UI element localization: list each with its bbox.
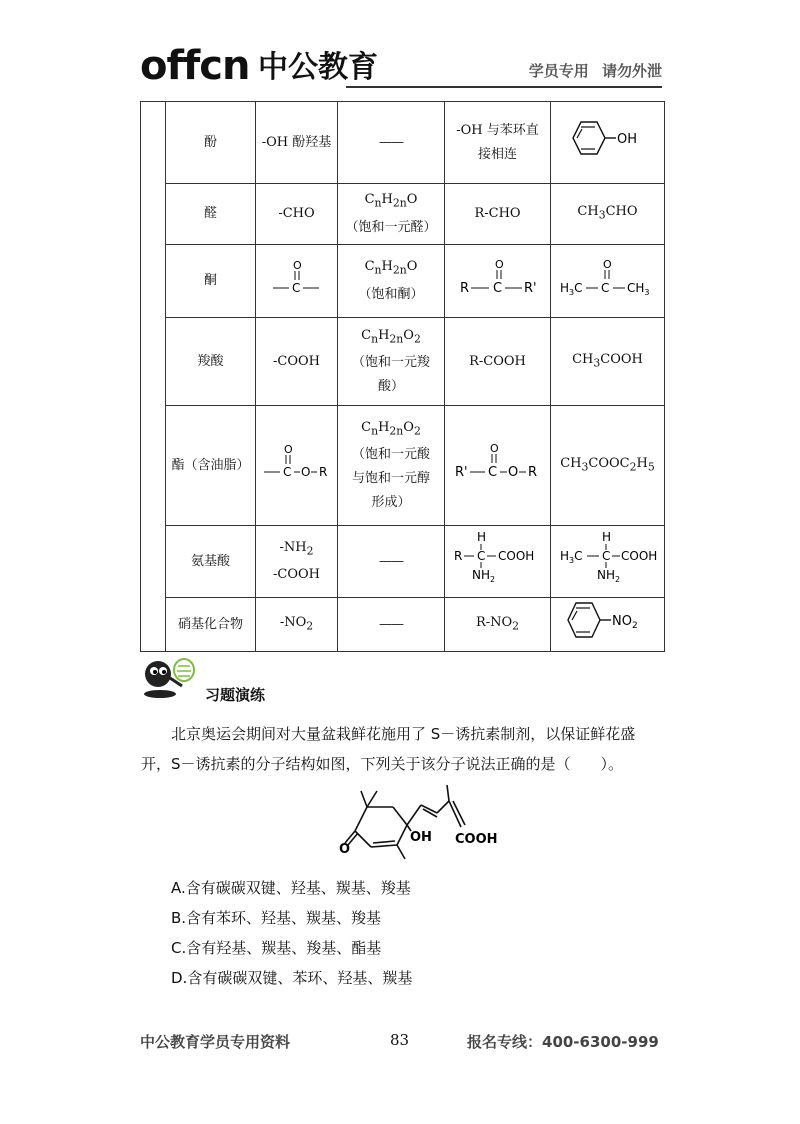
cell-formula: [338, 245, 445, 318]
cell-example: [551, 526, 665, 598]
option-d[interactable]: D.含有碳碳双键、苯环、羟基、羰基: [171, 969, 413, 987]
cell-name: 酮: [166, 245, 256, 318]
group-formula: $-NO_2$: [279, 614, 314, 633]
page-header: [140, 40, 662, 92]
glycine-like-structure: [558, 529, 658, 585]
svg-text:R: R: [318, 465, 327, 479]
svg-text:C: C: [282, 465, 291, 479]
svg-text:O: O: [283, 443, 293, 456]
cell-name: 硝基化合物: [166, 598, 256, 652]
svg-text:O: O: [489, 442, 499, 455]
phenol-oh-label: OH: [616, 132, 637, 147]
cell-formula: [338, 184, 445, 245]
svg-text:C: C: [492, 280, 502, 296]
molecule-oh-label: OH: [410, 830, 432, 845]
cell-feature-text: -OH 与苯环直接相连: [456, 122, 539, 162]
option-c[interactable]: C.含有羟基、羰基、羧基、酯基: [171, 939, 382, 957]
formula-note: （饱和一元酸与饱和一元醇形成）: [351, 447, 430, 511]
cell-name: 氨基酸: [166, 526, 256, 598]
cell-group: -CHO: [256, 184, 338, 245]
table-row: [141, 598, 665, 652]
ester-general-structure: [453, 440, 543, 482]
example-formula: $CH_3COOC_2H_5$: [560, 455, 655, 474]
svg-text:COOH: COOH: [497, 549, 534, 563]
group-line: $-NH_2$: [279, 539, 314, 558]
option-b[interactable]: B.含有苯环、羟基、羰基、羧基: [171, 909, 382, 927]
cell-group: -OH 酚羟基: [256, 102, 338, 184]
functional-group-table: [140, 101, 665, 652]
cell-group: -COOH: [256, 318, 338, 406]
cell-formula: ——: [338, 598, 445, 652]
cell-example: [551, 102, 665, 184]
svg-text:O: O: [602, 257, 612, 271]
cell-feature: R-CHO: [445, 184, 551, 245]
table-row: [141, 406, 665, 526]
phenol-structure: [558, 113, 658, 163]
formula-note: （饱和酮）: [358, 286, 424, 302]
svg-text:H: H: [601, 530, 611, 544]
page-number: 83: [390, 1031, 410, 1049]
cell-feature: [445, 526, 551, 598]
logo-cn: 中公教育: [258, 50, 378, 85]
cell-group: [256, 406, 338, 526]
cell-formula: ——: [338, 526, 445, 598]
ketone-general-structure: [456, 256, 540, 298]
nitrobenzene-structure: [556, 598, 660, 642]
feature-formula: $R-NO_2$: [475, 614, 520, 633]
general-formula: $C_nH_{2n}O_2$: [361, 419, 421, 438]
option-a[interactable]: A.含有碳碳双键、羟基、羰基、羧基: [171, 879, 411, 897]
cell-example: [551, 245, 665, 318]
molecule-cooh-label: COOH: [455, 832, 498, 847]
svg-text:COOH: COOH: [620, 549, 657, 563]
cell-formula: ——: [338, 102, 445, 184]
svg-text:C: C: [487, 465, 497, 480]
general-formula: $C_nH_{2n}O_2$: [361, 327, 421, 346]
cell-feature: [445, 245, 551, 318]
cell-feature: [445, 102, 551, 184]
answer-options: [171, 873, 412, 993]
svg-text:R: R: [527, 465, 537, 480]
general-formula: $C_nH_{2n}O$: [364, 192, 418, 210]
svg-text:C: C: [291, 280, 300, 295]
cell-example: [551, 406, 665, 526]
cell-example: [551, 184, 665, 245]
svg-text:NO2: $NO_2$: [611, 614, 638, 631]
header-rule: [346, 86, 662, 88]
svg-text:C: C: [476, 549, 485, 563]
group-line: -COOH: [273, 567, 320, 583]
svg-text:O: O: [292, 258, 302, 272]
ester-group-structure: [262, 441, 332, 481]
cell-feature: [445, 406, 551, 526]
svg-text:O: O: [494, 257, 504, 271]
header-tag: 学员专用 请勿外泄: [528, 62, 662, 80]
s-abscisic-acid-structure: [335, 783, 505, 863]
table-row: [141, 318, 665, 406]
cell-name: 酚: [166, 102, 256, 184]
svg-text:R: R: [459, 280, 469, 296]
example-formula: $CH_3CHO$: [577, 204, 638, 222]
svg-text:C: C: [601, 549, 610, 563]
cell-formula: [338, 318, 445, 406]
formula-note: （饱和一元醛）: [345, 219, 437, 235]
footer-left-text: 中公教育学员专用资料: [140, 1033, 291, 1051]
question-text: 北京奥运会期间对大量盆栽鲜花施用了 S－诱抗素制剂，以保证鲜花盛开，S－诱抗素的分子结构如图，下列关于该分子说法正确的是（ ）。: [141, 725, 636, 773]
svg-text:O: O: [507, 465, 518, 480]
svg-text:CH3: $CH_3$: [626, 280, 649, 297]
ketone-o-label: O: [339, 842, 351, 857]
svg-text:R': R': [523, 280, 537, 296]
cell-name: 酯（含油脂）: [166, 406, 256, 526]
amino-acid-general-structure: [452, 529, 544, 585]
general-formula: $C_nH_{2n}O$: [364, 259, 418, 277]
svg-text:R: R: [453, 549, 462, 563]
cell-feature: R-COOH: [445, 318, 551, 406]
svg-text:NH2: $NH_2$: [471, 568, 495, 584]
exercise-title: 习题演练: [205, 686, 266, 704]
cell-formula: [338, 406, 445, 526]
cell-group: [256, 598, 338, 652]
table-row: [141, 526, 665, 598]
ketone-carbonyl-structure: [267, 257, 327, 297]
table-row: [141, 245, 665, 318]
example-formula: $CH_3COOH$: [572, 351, 643, 370]
svg-text:O: O: [300, 465, 310, 479]
svg-text:C: C: [600, 280, 609, 295]
logo-latin: offcn: [140, 43, 250, 89]
cell-group: [256, 245, 338, 318]
cell-group: [256, 526, 338, 598]
svg-text:NH2: $NH_2$: [596, 568, 620, 584]
cell-example: [551, 318, 665, 406]
table-row: [141, 102, 665, 184]
svg-text:H3C: $H_3C$: [559, 280, 583, 297]
exercise-mascot-icon: [140, 656, 200, 700]
acetone-structure: [558, 256, 658, 298]
footer-hotline: 报名专线：400-6300-999: [467, 1033, 659, 1051]
cell-name: 羧酸: [166, 318, 256, 406]
table-row: [141, 184, 665, 245]
cell-example: [551, 598, 665, 652]
svg-text:H: H: [476, 530, 486, 544]
table-lead-column: [141, 102, 166, 652]
formula-note: （饱和一元羧酸）: [352, 355, 431, 395]
svg-text:R': R': [454, 465, 468, 480]
cell-name: 醛: [166, 184, 256, 245]
cell-feature: [445, 598, 551, 652]
svg-text:H3C: $H_3C$: [559, 549, 583, 565]
